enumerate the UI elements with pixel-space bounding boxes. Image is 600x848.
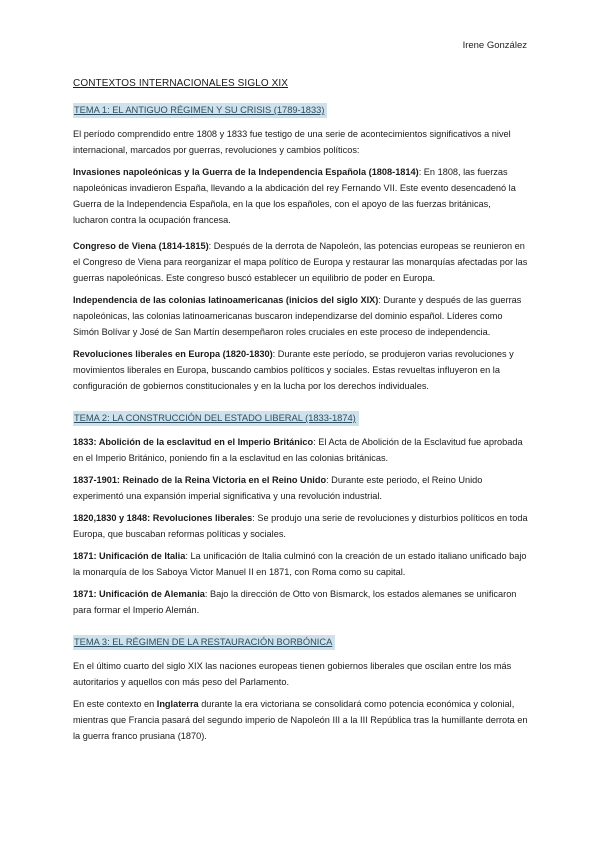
item-term: 1820,1830 y 1848: Revoluciones liberales bbox=[73, 513, 253, 523]
item-text: : Bajo la dirección de Otto von Bismarck, los estados alemanes se unificaron para formar el Imperio Alemán. bbox=[73, 589, 517, 615]
item-term: Invasiones napoleónicas y la Guerra de la Independencia Española (1808-1814) bbox=[73, 167, 419, 177]
list-item bbox=[73, 548, 528, 580]
item-text: : El Acta de Abolición de la Esclavitud fue aprobada en el Imperio Británico, poniendo fin a la esclavitud en las colonias británicas. bbox=[73, 437, 523, 463]
list-item bbox=[73, 510, 528, 542]
list-item bbox=[73, 472, 528, 504]
paragraph: En este contexto en Inglaterra durante la era victoriana se consolidará como potencia económica y colonial, mientras que Francia pasará del segundo imperio de Napoleón III a la III República tras la humillante derrota en la guerra franco prusiana (1870). bbox=[73, 699, 528, 741]
item-text: : Durante este período, se produjeron varias revoluciones y movimientos liberales en Europa, buscando cambios políticos y sociales. Estas revueltas influyeron en la configuración de gobiernos constitucionales y en la lucha por los derechos individuales. bbox=[73, 349, 514, 391]
section-tema-2 bbox=[73, 410, 528, 618]
list-item bbox=[73, 346, 528, 394]
document-body bbox=[73, 76, 528, 750]
list-item bbox=[73, 238, 528, 286]
item-term: 1871: Unificación de Italia bbox=[73, 551, 186, 561]
item-text: : Durante este periodo, el Reino Unido experimentó una expansión imperial significativa y una revolución industrial. bbox=[73, 475, 483, 501]
section-tema-1 bbox=[73, 102, 528, 394]
paragraph: En el último cuarto del siglo XIX las naciones europeas tienen gobiernos liberales que oscilan entre los más autoritarios y aquellos con más peso del Parlamento. bbox=[73, 661, 512, 687]
item-term: 1833: Abolición de la esclavitud en el Imperio Británico bbox=[73, 437, 314, 447]
section-tema-3 bbox=[73, 634, 528, 744]
list-item bbox=[73, 164, 528, 228]
item-term: 1837-1901: Reinado de la Reina Victoria en el Reino Unido bbox=[73, 475, 327, 485]
item-term: 1871: Unificación de Alemania bbox=[73, 589, 205, 599]
item-term: Congreso de Viena (1814-1815) bbox=[73, 241, 209, 251]
item-text: : Después de la derrota de Napoleón, las potencias europeas se reunieron en el Congreso de Viena para reorganizar el mapa político de Europa y restaurar las monarquías afectadas por las guerras napoleónicas. Este congreso buscó establecer un equilibrio de poder en Europa. bbox=[73, 241, 528, 283]
item-text: : Se produjo una serie de revoluciones y disturbios políticos en toda Europa, que buscaban reformas políticas y sociales. bbox=[73, 513, 528, 539]
list-item bbox=[73, 292, 528, 340]
item-term: Revoluciones liberales en Europa (1820-1830) bbox=[73, 349, 273, 359]
item-text: : Durante y después de las guerras napoleónicas, las colonias latinoamericanas buscaron independizarse del dominio español. Líderes como Simón Bolívar y José de San Martín desempeñaron roles cruciales en este proceso de independencia. bbox=[73, 295, 522, 337]
section-heading-tema-3: TEMA 3: EL RÉGIMEN DE LA RESTAURACIÓN BORBÓNICA bbox=[73, 635, 335, 650]
section-heading-tema-1: TEMA 1: EL ANTIGUO RÉGIMEN Y SU CRISIS (1789-1833) bbox=[73, 103, 327, 118]
bold-term: Inglaterra bbox=[156, 699, 199, 709]
document-title: CONTEXTOS INTERNACIONALES SIGLO XIX bbox=[73, 78, 289, 89]
item-text: : La unificación de Italia culminó con la creación de un estado italiano unificado bajo la monarquía de los Saboya Victor Manuel II en 1871, con Roma como su capital. bbox=[73, 551, 527, 577]
list-item bbox=[73, 586, 528, 618]
item-term: Independencia de las colonias latinoamericanas (inicios del siglo XIX) bbox=[73, 295, 379, 305]
item-text: : En 1808, las fuerzas napoleónicas invadieron España, llevando a la abdicación del rey Fernando VII. Este evento desencadenó la Guerra de la Independencia Española, en la que los españoles, con el apoyo de las fuerzas británicas, lucharon contra la ocupación francesa. bbox=[73, 167, 516, 225]
author-name: Irene González bbox=[462, 40, 527, 51]
section-heading-tema-2: TEMA 2: LA CONSTRUCCIÓN DEL ESTADO LIBERAL (1833-1874) bbox=[73, 411, 359, 426]
list-item bbox=[73, 434, 528, 466]
section-intro: El período comprendido entre 1808 y 1833 fue testigo de una serie de acontecimientos significativos a nivel internacional, marcados por guerras, revoluciones y cambios políticos: bbox=[73, 129, 511, 155]
